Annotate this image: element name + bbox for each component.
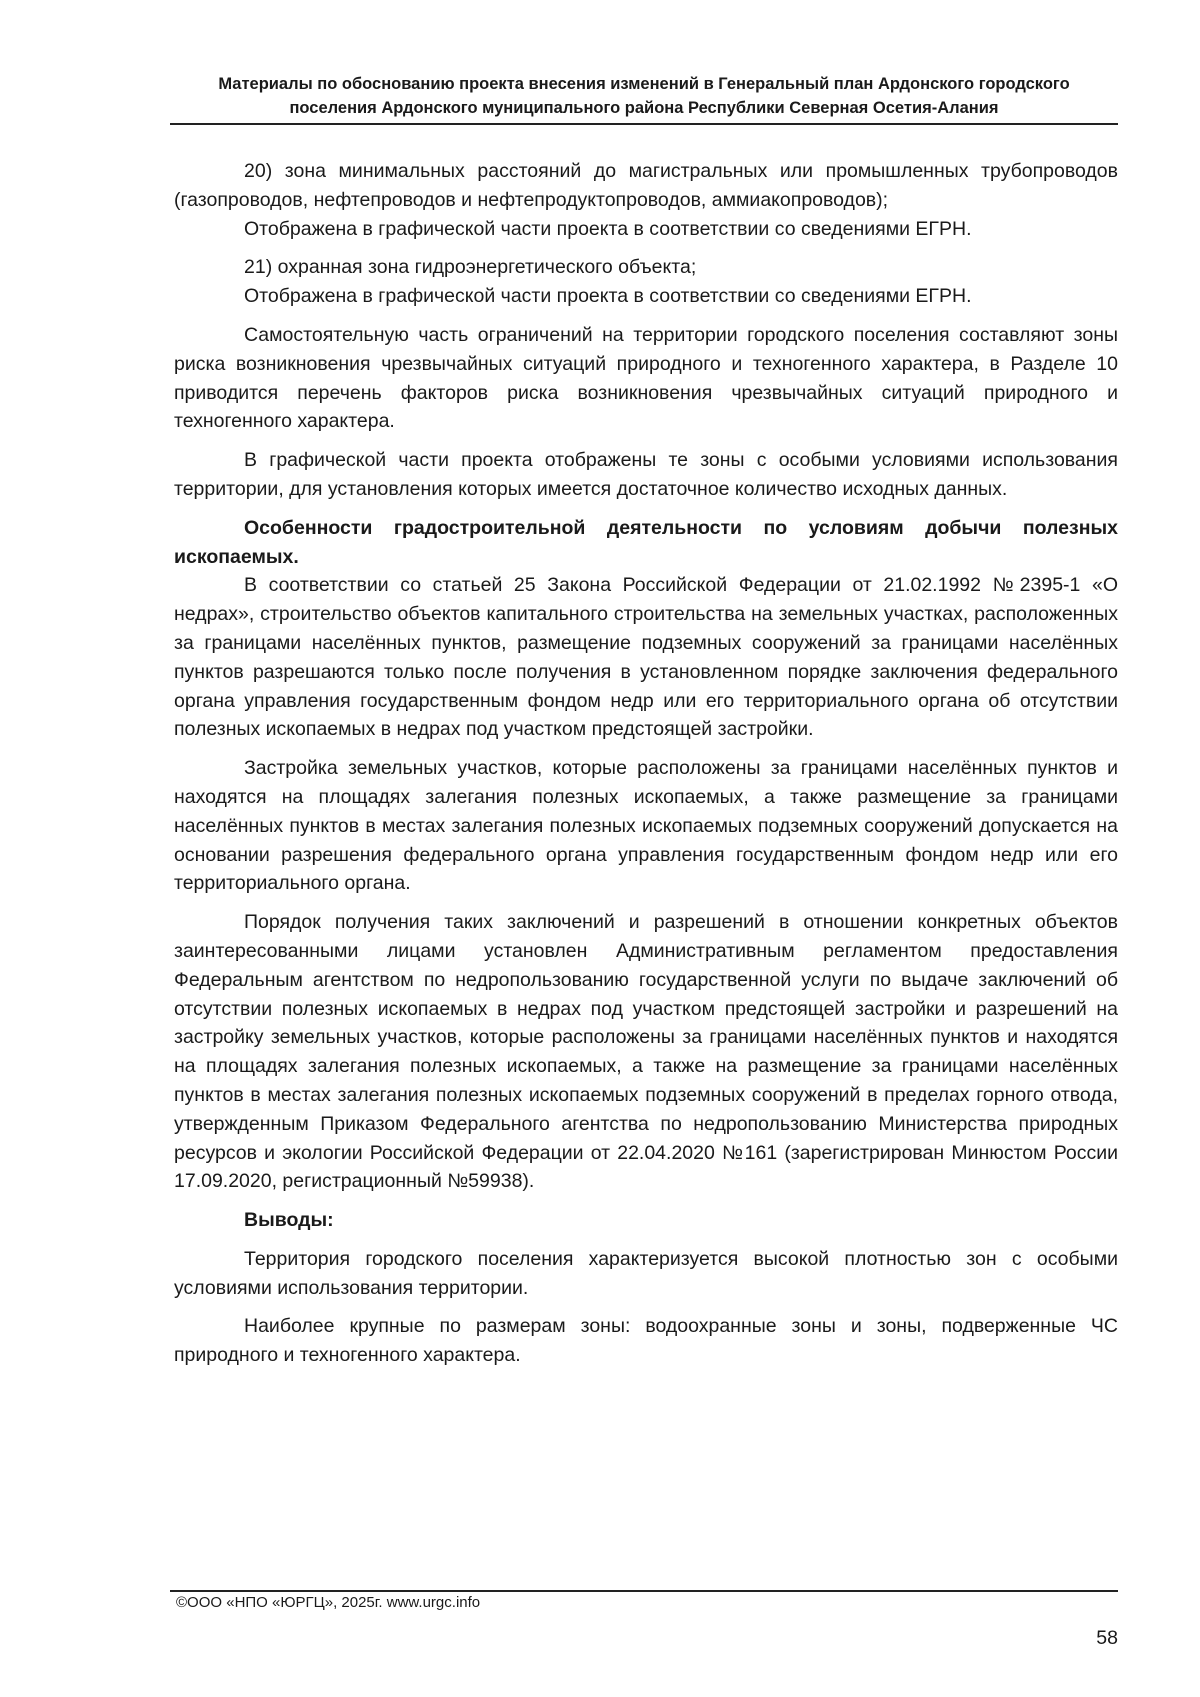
section-heading-conclusions: Выводы:	[244, 1209, 334, 1232]
document-body	[174, 157, 1118, 1380]
paragraph-subsoil-law: В соответствии со статьей 25 Закона Российской Федерации от 21.02.1992 №2395-1 «О недрах», строительство объектов капитального строительства на земельных участках, расположенных за границами населённых пунктов, размещение подземных сооружений за границами населённых пунктов разрешаются только после получения в установленном порядке заключения федерального органа управления государственным фондом недр или его территориального органа об отсутствии полезных ископаемых в недрах под участком предстоящей застройки.	[174, 574, 1118, 741]
header-title-line-2: поселения Ардонского муниципального района Республики Северная Осетия-Алания	[289, 99, 999, 117]
header-divider	[170, 123, 1118, 125]
paragraph-conclusion-density: Территория городского поселения характеризуется высокой плотностью зон с особыми условиями использования территории.	[174, 1247, 1118, 1299]
section-heading-mining: Особенности градостроительной деятельности по условиям добычи полезных ископаемых.	[174, 516, 1118, 568]
paragraph-emergency-risk: Самостоятельную часть ограничений на территории городского поселения составляют зоны риска возникновения чрезвычайных ситуаций природного и техногенного характера, в Разделе 10 приводится перечень факторов риска возникновения чрезвычайных ситуаций природного и техногенного характера.	[174, 323, 1118, 433]
footer-divider	[170, 1590, 1118, 1592]
footer-copyright: ©ООО «НПО «ЮРГЦ», 2025г. www.urgc.info	[176, 1594, 481, 1611]
list-item-21: 21) охранная зона гидроэнергетического объекта;	[244, 256, 697, 279]
page-number: 58	[1096, 1627, 1118, 1649]
page-header	[170, 72, 1118, 120]
header-title-line-1: Материалы по обоснованию проекта внесения изменений в Генеральный план Ардонского городского	[218, 75, 1070, 93]
list-item-20: 20) зона минимальных расстояний до магистральных или промышленных трубопроводов (газопроводов, нефтепроводов и нефтепродуктопроводов, аммиакопроводов);	[174, 160, 1118, 211]
paragraph-procedure: Порядок получения таких заключений и разрешений в отношении конкретных объектов заинтересованными лицами установлен Административным регламентом предоставления Федеральным агентством по недропользованию государственной услуги по выдаче заключений об отсутствии полезных ископаемых в недрах под участком предстоящей застройки и разрешений на застройку земельных участков, которые расположены за границами населённых пунктов и находятся на площадях залегания полезных ископаемых, а также на размещение за границами населённых пунктов в местах залегания полезных ископаемых подземных сооружений в пределах горного отвода, утвержденным Приказом Федерального агентства по недропользованию Министерства природных ресурсов и экологии Российской Федерации от 22.04.2020 №161 (зарегистрирован Минюстом России 17.09.2020, регистрационный №59938).	[174, 911, 1118, 1193]
paragraph-land-development: Застройка земельных участков, которые расположены за границами населённых пунктов и находятся на площадях залегания полезных ископаемых, а также размещение за границами населённых пунктов в местах залегания полезных ископаемых подземных сооружений допускается на основании разрешения федерального органа управления государственным фондом недр или его территориального органа.	[174, 757, 1118, 895]
paragraph-conclusion-largest-zones: Наиболее крупные по размерам зоны: водоохранные зоны и зоны, подверженные ЧС природного и техногенного характера.	[174, 1315, 1118, 1367]
list-item-20-note: Отображена в графической части проекта в соответствии со сведениями ЕГРН.	[244, 217, 972, 240]
paragraph-graphic-part: В графической части проекта отображены те зоны с особыми условиями использования территории, для установления которых имеется достаточное количество исходных данных.	[174, 449, 1118, 500]
list-item-21-note: Отображена в графической части проекта в соответствии со сведениями ЕГРН.	[244, 285, 972, 308]
